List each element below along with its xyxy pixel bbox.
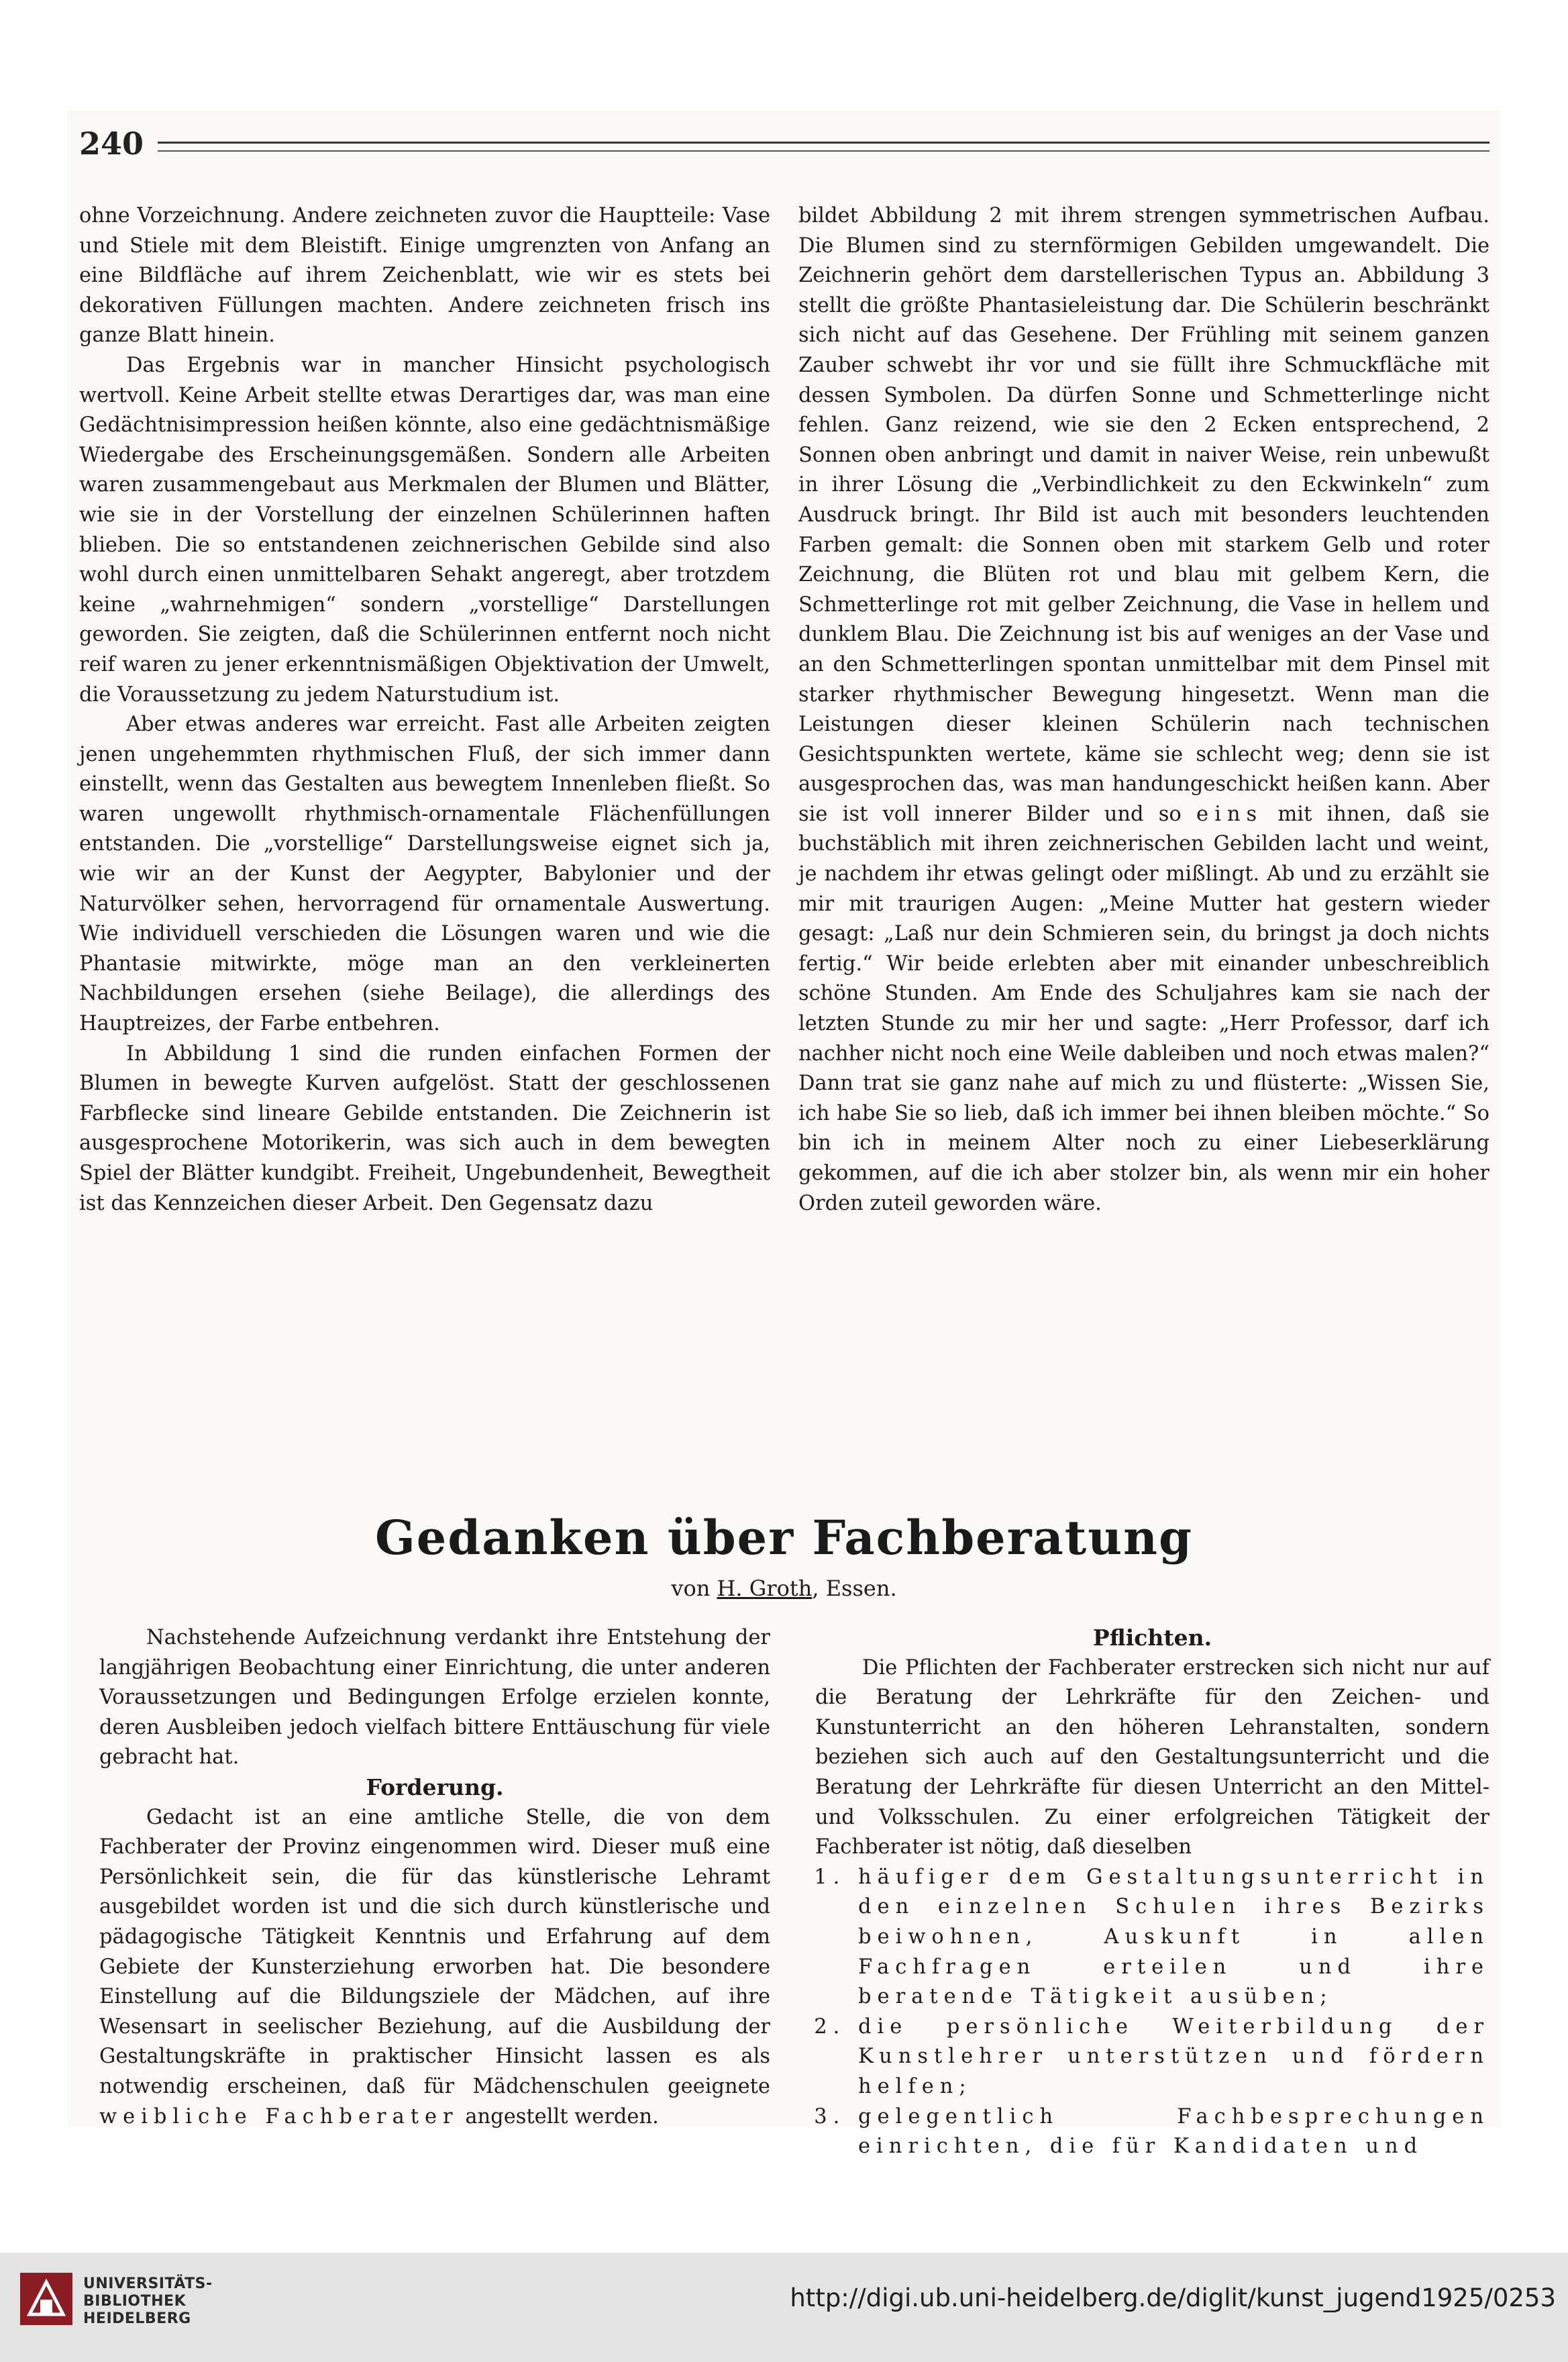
article-column-right	[815, 1623, 1489, 2162]
library-name-line: HEIDELBERG	[83, 2310, 191, 2327]
list-item: 3. gelegentlich Fachbesprechungen einrichten, die für Kandidaten und	[858, 2102, 1489, 2162]
section-heading: Pflichten.	[1092, 1625, 1212, 1651]
article-title: Gedanken über Fachberatung	[375, 1510, 1193, 1565]
intro-paragraph: Nachstehende Aufzeichnung verdankt ihre Entstehung der langjährigen Beobachtung einer Einrichtung, die unter anderen Voraussetzungen und Bedingungen Erfolge erzielen konnte, deren Ausbleiben jedoch vielfach bittere Enttäuschung für viele gebracht hat.	[99, 1626, 770, 1769]
source-url-link[interactable]: http://digi.ub.uni-heidelberg.de/diglit/kunst_jugend1925/0253	[790, 2283, 1556, 2312]
paragraph	[99, 1803, 770, 2133]
paragraph-text: mit ihnen, daß sie buchstäblich mit ihren zeichnerischen Gebilden lacht und weint, je nachdem ihr etwas gelingt oder mißlingt. Ab und zu erzählt sie mir mit traurigen Augen: „Meine Mutter hat gestern wieder gesagt: „Laß nur dein Schmieren sein, du bringst ja doch nichts fertig.“ Wir beide erlebten aber mit einander unbeschreiblich schöne Stunden. Am Ende des Schuljahres kam sie nach der letzten Stunde zu mir her und sagte: „Herr Professor, darf ich nachher nicht noch eine Weile dableiben und noch etwas malen?“ Dann trat sie ganz nahe auf mich zu und flüsterte: „Wissen Sie, ich habe Sie so lieb, daß ich immer bei ihnen bleiben möchte.“ So bin ich in meinem Alter noch zu einer Liebeserklärung gekommen, auf die ich aber stolzer bin, als wenn mir ein hoher Orden zuteil geworden wäre.	[798, 802, 1489, 1215]
library-logo-icon	[20, 2273, 72, 2325]
paragraph-text: angestellt werden.	[465, 2104, 659, 2128]
paragraph: Aber etwas anderes war erreicht. Fast alle Arbeiten zeigten jenen ungehemmten rhythmischen Fluß, der sich immer dann einstellt, wenn das Gestalten aus bewegtem Innenleben fließt. So waren ungewollt rhythmisch-ornamentale Flächenfüllungen entstanden. Die „vorstellige“ Darstellungsweise eignet sich ja, wie wir an der Kunst der Aegypter, Babylonier und der Naturvölker sehen, hervorragend für ornamentale Auswertung. Wie individuell verschieden die Lösungen waren und wie die Phantasie mitwirkte, möge man an den verkleinerten Nachbildungen ersehen (siehe Beilage), die allerdings des Hauptreizes, der Farbe entbehren.	[79, 713, 770, 1036]
paragraph: In Abbildung 1 sind die runden einfachen Formen der Blumen in bewegte Kurven aufgelöst. Statt der geschlossenen Farbflecke sind lineare Gebilde entstanden. Die Zeichnerin ist ausgesprochene Motorikerin, was sich auch in dem bewegten Spiel der Blätter kundgibt. Freiheit, Ungebundenheit, Bewegtheit ist das Kennzeichen dieser Arbeit. Den Gegensatz dazu	[79, 1041, 770, 1215]
header-rule	[158, 142, 1489, 152]
paragraph-text: Gedacht ist an eine amtliche Stelle, die von dem Fachberater der Provinz eingenommen wird. Dieser muß eine Persönlichkeit sein, die für das künstlerische Lehramt ausgebildet worden ist und die sich durch künstlerische und pädagogische Tätigkeit Kenntnis und Erfahrung auf dem Gebiete der Kunsterziehung erworben hat. Die besondere Einstellung auf die Bildungsziele der Mädchen, auf ihre Wesensart in seelischer Beziehung, auf die Ausbildung der Gestaltungskräfte in praktischer Hinsicht lassen es als notwendig erscheinen, daß für Mädchenschulen geeignete	[99, 1805, 770, 2098]
spaced-emphasis: eins	[1196, 802, 1263, 826]
list-item: 1. häufiger dem Gestaltungsunterricht in den einzelnen Schulen ihres Bezirks beiwohnen, Auskunft in allen Fachfragen erteilen und ihre beratende Tätigkeit ausüben;	[858, 1863, 1489, 2012]
list-item: 2. die persönliche Weiterbildung der Kunstlehrer unterstützen und fördern helfen;	[858, 2012, 1489, 2102]
text-column-right	[798, 201, 1489, 1219]
byline-place: , Essen.	[812, 1576, 897, 1601]
author-name: H. Groth	[717, 1576, 813, 1601]
paragraph: ohne Vorzeichnung. Andere zeichneten zuvor die Hauptteile: Vase und Stiele mit dem Bleistift. Einige umgrenzten von Anfang an eine Bildfläche auf ihrem Zeichenblatt, wie wir es stets bei dekorativen Füllungen machten. Andere zeichneten frisch ins ganze Blatt hinein.	[79, 204, 770, 348]
section-heading: Forderung.	[366, 1774, 504, 1800]
byline	[67, 1576, 1501, 1601]
scanned-page	[67, 111, 1501, 2159]
library-name	[83, 2275, 213, 2328]
text-column-left	[79, 201, 770, 1219]
library-name-line: UNIVERSITÄTS-	[83, 2275, 213, 2292]
paragraph: Das Ergebnis war in mancher Hinsicht psychologisch wertvoll. Keine Arbeit stellte etwas Derartiges dar, was man eine Gedächtnisimpression heißen könnte, also eine gedächtnismäßige Wiedergabe des Erscheinungsgemäßen. Sondern alle Arbeiten waren zusammengebaut aus Merkmalen der Blumen und Blätter, wie sie in der Vorstellung der einzelnen Schülerinnen haften blieben. Die so entstandenen zeichnerischen Gebilde sind also wohl durch einen unmittelbaren Sehakt angeregt, aber trotzdem keine „wahrnehmigen“ sondern „vorstellige“ Darstellungen geworden. Sie zeigten, daß die Schülerinnen entfernt noch nicht reif waren zu jener erkenntnismäßigen Objektivation der Umwelt, die Voraussetzung zu jedem Naturstudium ist.	[79, 353, 770, 707]
library-name-line: BIBLIOTHEK	[83, 2293, 187, 2310]
paragraph: Die Pflichten der Fachberater erstrecken sich nicht nur auf die Beratung der Lehrkräfte für den Zeichen- und Kunstunterricht an den höheren Lehranstalten, sondern beziehen sich auch auf den Gestaltungsunterricht und die Beratung der Lehrkräfte für diesen Unterricht an den Mittel- und Volksschulen. Zu einer erfolgreichen Tätigkeit der Fachberater ist nötig, daß dieselben	[815, 1655, 1489, 1859]
paragraph	[798, 201, 1489, 1219]
byline-prefix: von	[671, 1576, 711, 1601]
duties-list	[815, 1863, 1489, 2162]
paragraph-text: bildet Abbildung 2 mit ihrem strengen symmetrischen Aufbau. Die Blumen sind zu sternförmigen Gebilden umgewandelt. Die Zeichnerin gehört dem darstellerischen Typus an. Abbildung 3 stellt die größte Phantasieleistung dar. Die Schülerin beschränkt sich nicht auf das Gesehene. Der Frühling mit seinem ganzen Zauber schwebt ihr vor und sie füllt ihre Schmuckfläche mit dessen Symbolen. Da dürfen Sonne und Schmetterlinge nicht fehlen. Ganz reizend, wie sie den 2 Ecken entsprechend, 2 Sonnen oben anbringt und damit in naiver Weise, rein unbewußt in ihrer Lösung die „Verbindlichkeit zu den Eckwinkeln“ zum Ausdruck bringt. Ihr Bild ist auch mit besonders leuchtenden Farben gemalt: die Sonnen oben mit starkem Gelb und roter Zeichnung, die Blüten rot und blau mit gelbem Kern, die Schmetterlinge rot mit gelber Zeichnung, die Vase in hellem und dunklem Blau. Die Zeichnung ist bis auf weniges an der Vase und an den Schmetterlingen spontan unmittelbar mit dem Pinsel mit starker rhythmischer Bewegung hingesetzt. Wenn man die Leistungen dieser kleinen Schülerin nach technischen Gesichtspunkten wertete, käme sie schlecht weg; denn sie ist ausgesprochen das, was man handungeschickt heißen kann. Aber sie ist voll innerer Bilder und so	[798, 204, 1489, 826]
spaced-emphasis: weibliche Fachberater	[99, 2104, 459, 2128]
library-footer	[0, 2253, 1568, 2362]
article-column-left	[99, 1623, 770, 2132]
page-number: 240	[79, 125, 144, 162]
